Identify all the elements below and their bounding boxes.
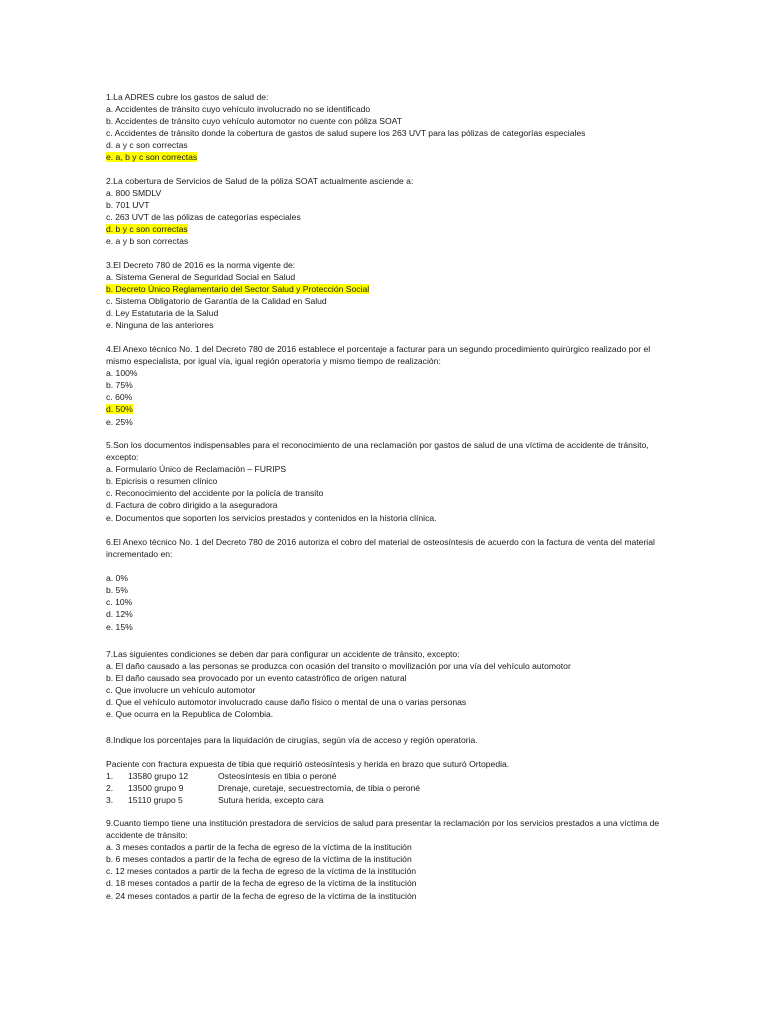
question-stem: 9.Cuanto tiempo tiene una institución prestadora de servicios de salud para presentar la reclamación por los servicios prestados a una víctima de accidente de tránsito: — [106, 818, 660, 841]
option-d: d. Que el vehículo automotor involucrado cause daño físico o mental de una o varias personas — [106, 697, 467, 708]
option-c: c. Accidentes de tránsito donde la cobertura de gastos de salud supere los 263 UVT para las pólizas de categorías especiales — [106, 128, 586, 139]
procedure-description: Sutura herida, excepto cara — [218, 795, 324, 806]
question-stem: 6.El Anexo técnico No. 1 del Decreto 780 de 2016 autoriza el cobro del material de osteosíntesis de acuerdo con la factura de venta del material incrementado en: — [106, 537, 655, 560]
question-1 — [106, 91, 666, 164]
question-stem: 8.Indique los porcentajes para la liquidación de cirugías, según vía de acceso y región operatoria. — [106, 735, 478, 745]
procedure-number: 2. — [106, 783, 114, 794]
procedure-row — [106, 770, 666, 782]
procedure-row — [106, 782, 666, 794]
option-b: b. 75% — [106, 380, 133, 391]
option-b-highlighted: b. Decreto Único Reglamentario del Sector Salud y Protección Social — [106, 284, 370, 295]
option-b: b. Epicrisis o resumen clínico — [106, 476, 218, 487]
option-d-highlighted: d. 50% — [106, 404, 133, 415]
procedure-row — [106, 794, 666, 806]
option-b: b. 5% — [106, 585, 128, 596]
question-2 — [106, 175, 666, 248]
question-5 — [106, 439, 666, 524]
option-d-highlighted: d. b y c son correctas — [106, 224, 188, 235]
procedure-code: 13580 grupo 12 — [128, 771, 189, 782]
procedure-number: 1. — [106, 771, 114, 782]
option-d: d. 18 meses contados a partir de la fecha de egreso de la víctima de la institución — [106, 878, 417, 889]
procedure-description: Drenaje, curetaje, secuestrectomía, de tibia o peroné — [218, 783, 421, 794]
option-b: b. El daño causado sea provocado por un evento catastrófico de origen natural — [106, 673, 407, 684]
option-c: c. Que involucre un vehículo automotor — [106, 685, 256, 696]
question-stem: 2.La cobertura de Servicios de Salud de la póliza SOAT actualmente asciende a: — [106, 176, 414, 186]
case-description: Paciente con fractura expuesta de tibia que requirió osteosíntesis y herida en brazo que suturó Ortopedia. — [106, 759, 510, 770]
option-a: a. 100% — [106, 368, 138, 379]
question-9 — [106, 817, 666, 902]
option-e: e. 25% — [106, 416, 133, 427]
option-b: b. 6 meses contados a partir de la fecha de egreso de la víctima de la institución — [106, 854, 412, 865]
question-3 — [106, 259, 666, 332]
question-6 — [106, 536, 666, 633]
option-e: e. 24 meses contados a partir de la fecha de egreso de la víctima de la institución — [106, 890, 417, 901]
procedure-description: Osteosíntesis en tibia o peroné — [218, 771, 337, 782]
question-stem: 7.Las siguientes condiciones se deben dar para configurar un accidente de tránsito, excepto: — [106, 649, 460, 659]
option-b: b. Accidentes de tránsito cuyo vehículo automotor no cuente con póliza SOAT — [106, 116, 403, 127]
option-a: a. 3 meses contados a partir de la fecha de egreso de la víctima de la institución — [106, 842, 412, 853]
question-7 — [106, 648, 666, 721]
option-d: d. a y c son correctas — [106, 140, 188, 151]
question-stem: 4.El Anexo técnico No. 1 del Decreto 780 de 2016 establece el porcentaje a facturar para un segundo procedimiento quirúrgico realizado por el mismo especialista, por igual vía, igual región operatoria y mismo tiempo de realización: — [106, 344, 651, 367]
question-4 — [106, 343, 666, 428]
option-e-highlighted: e. a, b y c son correctas — [106, 152, 198, 163]
option-a: a. El daño causado a las personas se produzca con ocasión del transito o movilización por una vía del vehículo automotor — [106, 661, 571, 672]
option-c: c. 12 meses contados a partir de la fecha de egreso de la víctima de la institución — [106, 866, 417, 877]
question-8 — [106, 734, 666, 806]
option-a: a. Accidentes de tránsito cuyo vehículo involucrado no se identificado — [106, 104, 371, 115]
procedure-code: 15110 grupo 5 — [128, 795, 183, 806]
question-stem: 1.La ADRES cubre los gastos de salud de: — [106, 92, 269, 102]
option-e: e. a y b son correctas — [106, 236, 189, 247]
question-stem: 5.Son los documentos indispensables para el reconocimiento de una reclamación por gastos de salud de una víctima de accidente de tránsito, excepto: — [106, 440, 649, 463]
option-a: a. 800 SMDLV — [106, 188, 162, 199]
option-e: e. 15% — [106, 621, 133, 632]
option-b: b. 701 UVT — [106, 200, 150, 211]
option-c: c. 263 UVT de las pólizas de categorías especiales — [106, 212, 301, 223]
option-e: e. Ninguna de las anteriores — [106, 320, 214, 331]
option-a: a. Formulario Único de Reclamación – FURIPS — [106, 464, 287, 475]
option-c: c. 60% — [106, 392, 133, 403]
option-c: c. Sistema Obligatorio de Garantía de la Calidad en Salud — [106, 296, 327, 307]
option-d: d. Factura de cobro dirigido a la aseguradora — [106, 500, 278, 511]
option-c: c. 10% — [106, 597, 133, 608]
option-e: e. Que ocurra en la Republica de Colombia. — [106, 709, 274, 720]
option-d: d. 12% — [106, 609, 133, 620]
procedure-number: 3. — [106, 795, 114, 806]
option-a: a. Sistema General de Seguridad Social en Salud — [106, 272, 296, 283]
option-e: e. Documentos que soporten los servicios prestados y contenidos en la historia clínica. — [106, 512, 437, 523]
option-d: d. Ley Estatutaria de la Salud — [106, 308, 219, 319]
option-c: c. Reconocimiento del accidente por la policía de transito — [106, 488, 324, 499]
procedure-code: 13500 grupo 9 — [128, 783, 184, 794]
question-stem: 3.El Decreto 780 de 2016 es la norma vigente de: — [106, 260, 296, 270]
option-a: a. 0% — [106, 573, 128, 584]
